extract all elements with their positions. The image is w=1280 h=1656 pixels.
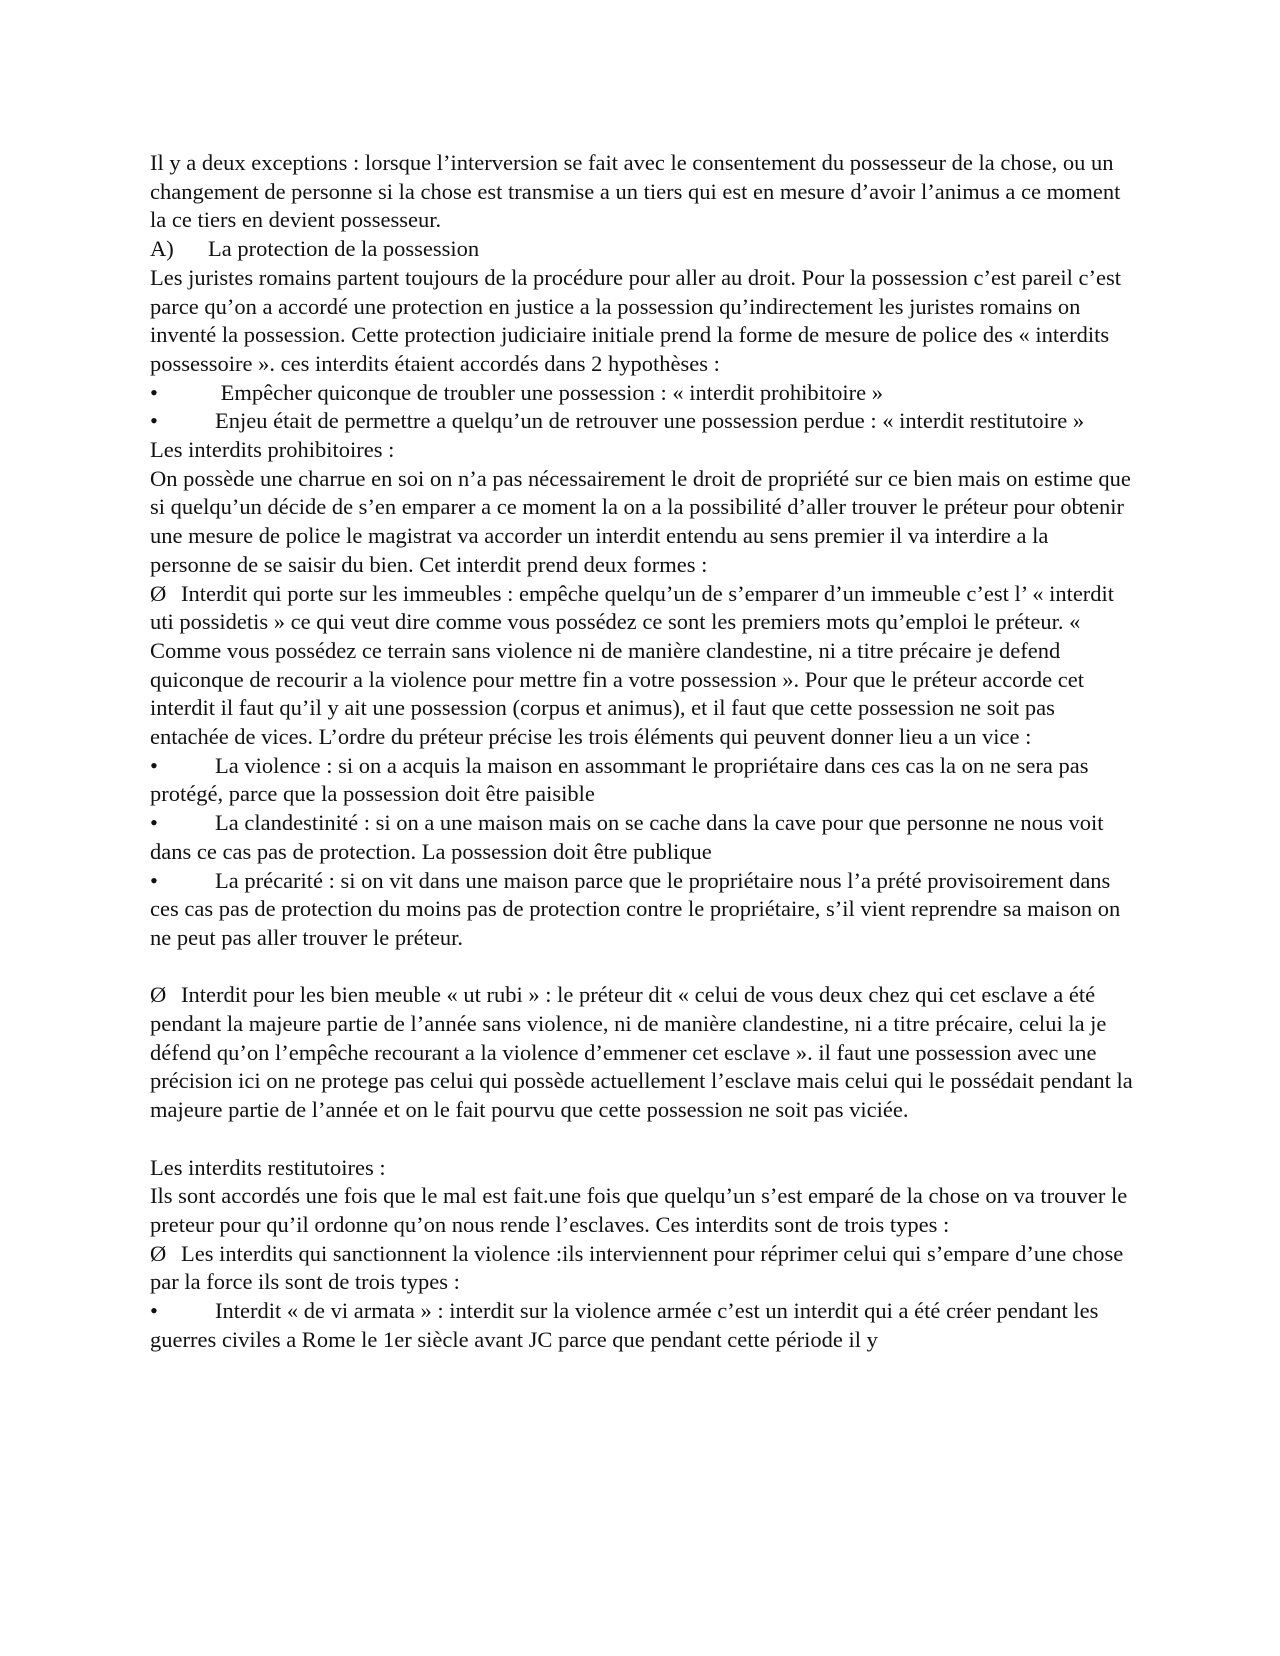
arrow-text: Les interdits qui sanctionnent la violence :ils interviennent pour réprimer celui qui s’empare d’une chose par la force ils sont de trois types :	[150, 1240, 1124, 1295]
arrow-marker: Ø	[150, 1240, 167, 1266]
bullet-text: Enjeu était de permettre a quelqu’un de retrouver une possession perdue : « interdit restitutoire »	[215, 408, 1085, 434]
section-marker: A)	[150, 236, 174, 262]
bullet-item	[150, 867, 1135, 953]
bullet-marker: •	[150, 867, 158, 893]
blank-line	[150, 953, 1135, 982]
paragraph-procedure: Les juristes romains partent toujours de la procédure pour aller au droit. Pour la possession c’est pareil c’est parce qu’on a accordé une protection en justice a la possession qu’indirectement les juristes romains on inventé la possession. Cette protection judiciaire initiale prend la forme de mesure de police des « interdits possessoire ». ces interdits étaient accordés dans 2 hypothèses :	[150, 264, 1121, 376]
bullet-marker: •	[150, 1298, 158, 1324]
bullet-item	[150, 379, 1135, 408]
subheading-restitutoires: Les interdits restitutoires :	[150, 1154, 386, 1180]
arrow-text: Interdit qui porte sur les immeubles : empêche quelqu’un de s’emparer d’un immeuble c’est l’ « interdit uti possidetis » ce qui veut dire comme vous possédez ce sont les premiers mots qu’emploi le préteur. « Comme vous possédez ce terrain sans violence ni de manière clandestine, ni a titre précaire je defend quiconque de recourir a la violence pour mettre fin a votre possession ». Pour que le préteur accorde cet interdit il faut qu’il y ait une possession (corpus et animus), et il faut que cette possession ne soit pas entachée de vices. L’ordre du préteur précise les trois éléments qui peuvent donner lieu a un vice :	[150, 580, 1115, 750]
bullet-marker: •	[150, 810, 158, 836]
bullet-item	[150, 1297, 1135, 1354]
subheading-prohibitoires: Les interdits prohibitoires :	[150, 437, 395, 463]
section-heading-a	[150, 235, 1135, 264]
arrow-item	[150, 580, 1135, 752]
bullet-item	[150, 809, 1135, 866]
bullet-marker: •	[150, 408, 158, 434]
bullet-item	[150, 752, 1135, 809]
arrow-item	[150, 981, 1135, 1125]
bullet-text: La clandestinité : si on a une maison mais on se cache dans la cave pour que personne ne nous voit dans ce cas pas de protection. La possession doit être publique	[150, 810, 1104, 864]
paragraph-accordes: Ils sont accordés une fois que le mal est fait.une fois que quelqu’un s’est emparé de la chose on va trouver le preteur pour qu’il ordonne qu’on nous rende l’esclaves. Ces interdits sont de trois types :	[150, 1183, 1128, 1237]
document-body	[150, 149, 1135, 1355]
bullet-marker: •	[150, 752, 158, 778]
blank-line	[150, 1125, 1135, 1154]
bullet-marker: •	[150, 379, 158, 405]
paragraph-exceptions: Il y a deux exceptions : lorsque l’interversion se fait avec le consentement du possesseur de la chose, ou un changement de personne si la chose est transmise a un tiers qui est en mesure d’avoir l’animus a ce moment la ce tiers en devient possesseur.	[150, 150, 1121, 233]
arrow-text: Interdit pour les bien meuble « ut rubi » : le préteur dit « celui de vous deux chez qui cet esclave a été pendant la majeure partie de l’année sans violence, ni de manière clandestine, ni a titre précaire, celui la je défend qu’on l’empêche recourant a la violence d’emmener cet esclave ». il faut une possession avec une précision ici on ne protege pas celui qui possède actuellement l’esclave mais celui qui le possédait pendant la majeure partie de l’année et on le fait pourvu que cette possession ne soit pas viciée.	[150, 982, 1133, 1123]
bullet-text: La violence : si on a acquis la maison en assommant le propriétaire dans ces cas la on ne sera pas protégé, parce que la possession doit être paisible	[150, 752, 1089, 807]
section-title: La protection de la possession	[208, 236, 480, 262]
bullet-text: Interdit « de vi armata » : interdit sur la violence armée c’est un interdit qui a été créer pendant les guerres civiles a Rome le 1er siècle avant JC parce que pendant cette période il y	[150, 1298, 1099, 1352]
arrow-item	[150, 1240, 1135, 1297]
arrow-marker: Ø	[150, 982, 167, 1008]
paragraph-charrue: On possède une charrue en soi on n’a pas nécessairement le droit de propriété sur ce bien mais on estime que si quelqu’un décide de s’en emparer a ce moment la on a la possibilité d’aller trouver le préteur pour obtenir une mesure de police le magistrat va accorder un interdit entendu au sens premier il va interdire a la personne de se saisir du bien. Cet interdit prend deux formes :	[150, 465, 1131, 577]
bullet-item	[150, 407, 1135, 436]
bullet-text: Empêcher quiconque de troubler une possession : « interdit prohibitoire »	[215, 379, 883, 405]
bullet-text: La précarité : si on vit dans une maison parce que le propriétaire nous l’a prété provisoirement dans ces cas pas de protection du moins pas de protection contre le propriétaire, s’il vient reprendre sa maison on ne peut pas aller trouver le préteur.	[150, 867, 1121, 950]
arrow-marker: Ø	[150, 580, 167, 606]
